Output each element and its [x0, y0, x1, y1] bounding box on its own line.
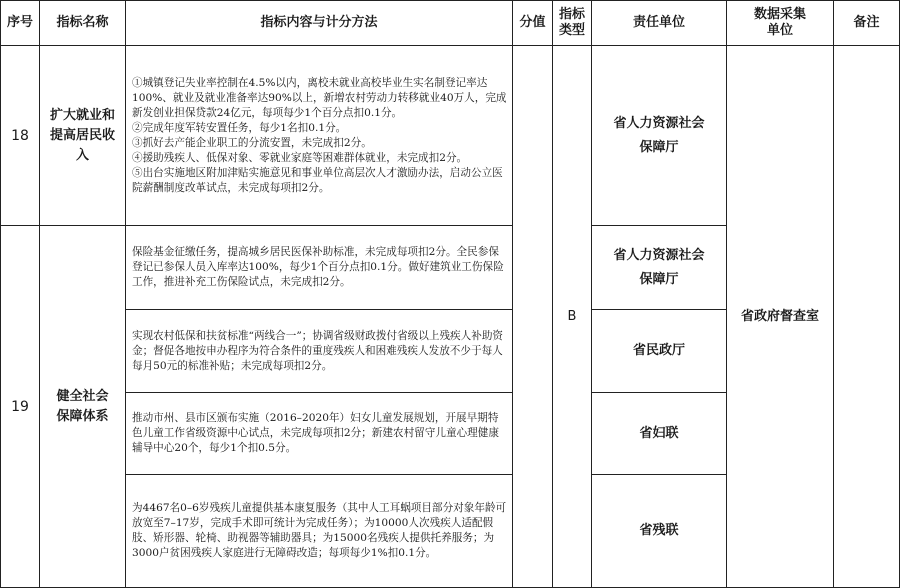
indicator-name: 扩大就业和提高居民收入 — [40, 46, 126, 226]
responsible-dept: 省人力资源社会保障厅 — [592, 46, 727, 226]
row-number: 19 — [1, 226, 40, 588]
header-collector: 数据采集单位 — [727, 1, 834, 46]
content-line: ③抓好去产能企业职工的分流安置，未完成扣2分。 — [132, 136, 372, 149]
indicator-content: 推动市州、县市区颁布实施（2016–2020年）妇女儿童发展规划，开展早期特色儿童工作省级资源中心试点，未完成每项扣2分；新建农村留守儿童心理健康辅导中心20个，每少1个扣0.5分。 — [126, 393, 513, 475]
header-remark: 备注 — [834, 1, 900, 46]
header-dept: 责任单位 — [592, 1, 727, 46]
responsible-dept: 省民政厅 — [592, 310, 727, 393]
content-line: ⑤出台实施地区附加津贴实施意见和事业单位高层次人才激励办法，启动公立医院薪酬制度改革试点，未完成每项扣2分。 — [132, 166, 503, 194]
content-line: ④援助残疾人、低保对象、零就业家庭等困难群体就业，未完成扣2分。 — [132, 151, 468, 164]
indicator-content: 保险基金征缴任务，提高城乡居民医保补助标准，未完成每项扣2分。全民参保登记已参保人员入库率达100%，每少1个百分点扣0.1分。做好建筑业工伤保险工作，推进补充工伤保险试点，未完成扣2分。 — [126, 226, 513, 310]
header-content: 指标内容与计分方法 — [126, 1, 513, 46]
remark-cell — [834, 46, 900, 588]
header-no: 序号 — [1, 1, 40, 46]
header-row — [1, 1, 900, 46]
row-number: 18 — [1, 46, 40, 226]
content-line: ②完成年度军转安置任务，每少1名扣0.1分。 — [132, 121, 347, 134]
data-collector: 省政府督查室 — [727, 46, 834, 588]
responsible-dept: 省妇联 — [592, 393, 727, 475]
indicator-name: 健全社会保障体系 — [40, 226, 126, 588]
score-cell — [513, 46, 553, 588]
header-type: 指标类型 — [553, 1, 592, 46]
header-score: 分值 — [513, 1, 553, 46]
indicator-type: B — [553, 46, 592, 588]
content-line: ①城镇登记失业率控制在4.5%以内，离校未就业高校毕业生实名制登记率达100%、就业及就业准备率达90%以上，新增农村劳动力转移就业40万人，完成新发创业担保贷款24亿元，每项每少1个百分点扣0.1分。 — [132, 76, 507, 119]
responsible-dept: 省残联 — [592, 475, 727, 588]
header-name: 指标名称 — [40, 1, 126, 46]
table-row-18 — [1, 46, 900, 226]
responsible-dept: 省人力资源社会保障厅 — [592, 226, 727, 310]
indicator-content: 为4467名0–6岁残疾儿童提供基本康复服务（其中人工耳蜗项目部分对象年龄可放宽至7–17岁，完成手术即可统计为完成任务）；为10000人次残疾人适配假肢、矫形器、轮椅、助视器等辅助器具；为15000名残疾人提供托养服务；为3000户贫困残疾人家庭进行无障碍改造；每项每少1%扣0.1分。 — [126, 475, 513, 588]
indicator-content — [126, 46, 513, 226]
indicator-content: 实现农村低保和扶贫标准“两线合一”；协调省级财政拨付省级以上残疾人补助资金；督促各地按申办程序为符合条件的重度残疾人和困难残疾人发放不少于每人每月50元的标准补贴；未完成每项扣2分。 — [126, 310, 513, 393]
